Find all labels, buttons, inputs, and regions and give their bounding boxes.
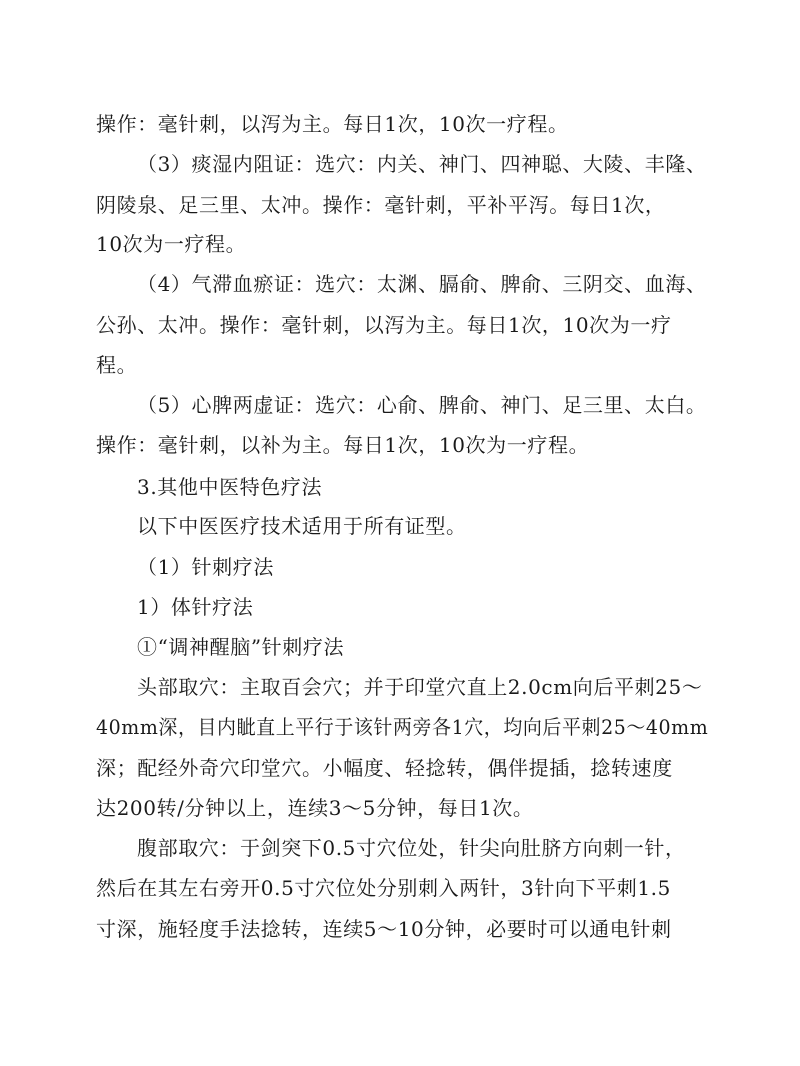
subsection-heading: 1）体针疗法	[137, 595, 254, 619]
text-line: 然后在其左右旁开0.5寸穴位处分别刺入两针，3针向下平刺1.5	[96, 876, 671, 900]
text-line: 以下中医医疗技术适用于所有证型。	[137, 514, 467, 538]
text-line: 公孙、太冲。操作：毫针刺，以泻为主。每日1次，10次为一疗	[96, 313, 672, 337]
text-line: （3）痰湿内阻证：选穴：内关、神门、四神聪、大陵、丰隆、	[137, 152, 707, 176]
section-heading: 3.其他中医特色疗法	[137, 475, 323, 499]
subsection-heading: ①“调神醒脑”针刺疗法	[137, 635, 345, 659]
text-line: 程。	[96, 353, 138, 377]
text-line: 阴陵泉、足三里、太冲。操作：毫针刺，平补平泻。每日1次，	[96, 193, 666, 217]
text-line: 腹部取穴：于剑突下0.5寸穴位处，针尖向肚脐方向刺一针，	[137, 836, 686, 860]
subsection-heading: （1）针刺疗法	[137, 555, 274, 579]
text-line: 深；配经外奇穴印堂穴。小幅度、轻捻转，偶伴提插，捻转速度	[96, 756, 673, 780]
text-line: 10次为一疗程。	[96, 232, 247, 256]
text-line: 操作：毫针刺，以泻为主。每日1次，10次一疗程。	[96, 112, 569, 136]
text-line: （5）心脾两虚证：选穴：心俞、脾俞、神门、足三里、太白。	[137, 393, 707, 417]
text-line: （4）气滞血瘀证：选穴：太渊、膈俞、脾俞、三阴交、血海、	[137, 272, 707, 296]
text-line: 头部取穴：主取百会穴；并于印堂穴直上2.0cm向后平刺25～	[137, 675, 703, 699]
text-line: 操作：毫针刺，以补为主。每日1次，10次为一疗程。	[96, 433, 590, 457]
text-line: 达200转/分钟以上，连续3～5分钟，每日1次。	[96, 796, 534, 820]
text-line: 40mm深，目内眦直上平行于该针两旁各1穴，均向后平刺25～40mm	[96, 715, 709, 739]
text-line: 寸深，施轻度手法捻转，连续5～10分钟，必要时可以通电针刺	[96, 917, 672, 941]
